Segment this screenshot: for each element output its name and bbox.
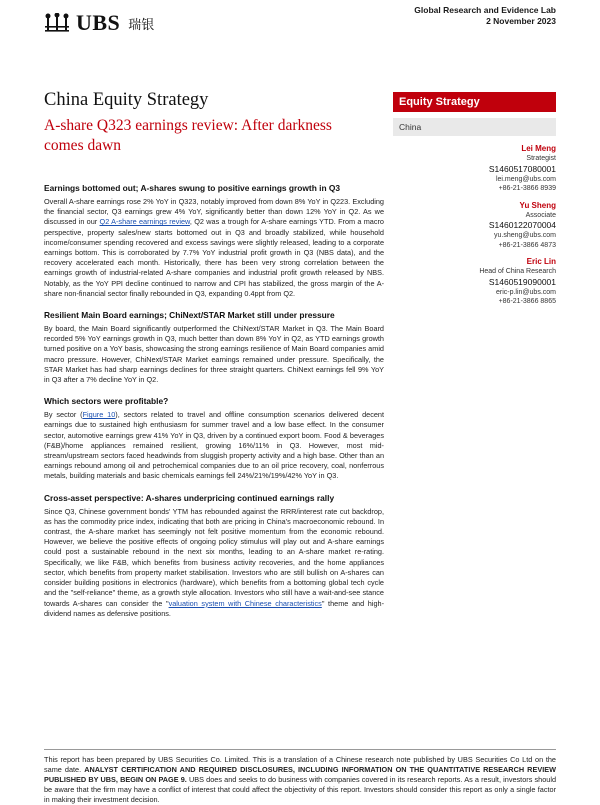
paragraph-text: ), sectors related to travel and offline consumption scenarios delivered decent earnings due to sustained high enthusiasm for summer travel and a low base effect. In the consumer sector, automotive earnings grew 41% YoY in Q3, driven by a continued export boom. Food & beverages (F&B)/home appliances remained resilient, growing 16%/11% in Q3. However, most mid-stream/upstream sectors faced headwinds from sluggish property activity and a high base. Other than an earnings rebound among oil and petrochemical companies due to an oil price recovery, coal, nonferrous metals, building materials and basic chemicals earnings fell 24%/21%/19%/42% YoY in Q3. xyxy=(44,410,384,481)
valuation-system-link[interactable]: valuation system with Chinese characteristics xyxy=(168,598,322,608)
section-cross-asset xyxy=(44,493,384,619)
footer-text: This report has been prepared by UBS Securities Co. Limited. This is a translation of a Chinese research note published by UBS Securities Co Ltd on the same date. xyxy=(44,755,556,774)
analyst-card xyxy=(393,257,556,307)
brand-name-cn: 瑞银 xyxy=(128,17,155,33)
analyst-phone: +86-21-3866 4873 xyxy=(498,241,556,249)
category-header: Equity Strategy xyxy=(393,92,556,112)
page-subtitle: A-share Q323 earnings review: After darkness comes dawn xyxy=(44,117,332,154)
analyst-registration: S1460517080001 xyxy=(488,163,556,174)
section-heading: Resilient Main Board earnings; ChiNext/STAR Market still under pressure xyxy=(44,310,335,321)
paragraph-text: Overall A-share earnings rose 2% YoY in Q323, notably improved from down 8% YoY in Q223. Excluding the financial sector, Q3 earnings grew 4% YoY, significantly better than down 12% YoY in Q2. As we discussed in our xyxy=(44,197,384,227)
sidebar xyxy=(393,92,556,314)
paragraph-text: Since Q3, Chinese government bonds' YTM has rebounded against the RRR/interest rate cut backdrop, as has the commodity price index, indicating that both are pricing in China's macroeconomic rebound. In contrast, the A-share market has seemingly not felt positive momentum from the economic rebound. However, we believe the positive effects of ongoing policy stimulus will play out and A-share earnings could post a sustainable rebound in the next six months, leading to an A-share market re-rating. Specifically, we like F&B, which benefits from business activity recoveries, and the home appliances sector, which benefits from property market stabilisation. Investors who are still bullish on A-shares can consider building positions in electronics (hardware), which benefits from a bottoming global tech cycle and the "self-reliance" theme, as a growth style allocation. Investors who still have a wait-and-see stance towards A-shares can consider the " xyxy=(44,506,384,608)
footer-bold-text: ANALYST CERTIFICATION AND REQUIRED DISCLOSURES, INCLUDING INFORMATION ON THE QUANTITATIVE RESEARCH REVIEW PUBLISHED BY UBS, BEGIN ON PAGE 9. xyxy=(44,765,556,784)
region-label: China xyxy=(393,118,556,136)
page-title: China Equity Strategy xyxy=(44,90,209,110)
report-body xyxy=(44,183,384,630)
analyst-card xyxy=(393,144,556,194)
section-paragraph xyxy=(44,410,384,481)
section-heading: Which sectors were profitable? xyxy=(44,396,169,407)
section-earnings-bottomed xyxy=(44,183,384,299)
section-main-board xyxy=(44,310,384,385)
analyst-name: Yu Sheng xyxy=(519,200,556,210)
analyst-list xyxy=(393,144,556,307)
ubs-keys-icon xyxy=(44,13,70,33)
analyst-registration: S1460519090001 xyxy=(488,276,556,287)
disclosure-footer xyxy=(44,755,556,805)
analyst-phone: +86-21-3866 8939 xyxy=(498,185,556,192)
analyst-role: Strategist xyxy=(526,155,556,162)
analyst-card xyxy=(393,201,556,251)
section-heading: Cross-asset perspective: A-shares underpricing continued earnings rally xyxy=(44,492,335,503)
analyst-email[interactable]: lei.meng@ubs.com xyxy=(495,175,556,183)
division-label: Global Research and Evidence Lab xyxy=(414,5,556,15)
q2-review-link[interactable]: Q2 A-share earnings review xyxy=(99,217,190,227)
analyst-email[interactable]: eric-p.lin@ubs.com xyxy=(495,288,556,296)
analyst-name: Eric Lin xyxy=(526,257,556,266)
section-heading: Earnings bottomed out; A-shares swung to positive earnings growth in Q3 xyxy=(44,183,341,193)
footer-text: UBS does and seeks to do business with companies covered in its research reports. As a result, investors should be aware that the firm may have a conflict of interest that could affect the objectivity of this report. Investors should consider this report as only a single factor in making their investment decision. xyxy=(44,775,556,804)
report-date: 2 November 2023 xyxy=(486,16,556,26)
analyst-name: Lei Meng xyxy=(521,144,556,153)
figure-10-link[interactable]: Figure 10 xyxy=(82,410,116,420)
paragraph-text: , Q2 was a trough for A-share earnings YTD. From a macro perspective, property sales/new starts bottomed out in Q3 and broadly stabilized, while household income/consumer spending recovered and excess savings were slightly released, leading to a corporate earnings bottom. This is corroborated by 7.7% YoY industrial profit growth in Q3 (NBS data), and the recovery accelerated each month. Historically, there has been very strong correlation between the earnings growth of industrial-related A-share companies and industrial profit growth released by NBS. Notably, as the YoY PPI decline continued to narrow and CPI has stabilized, the gross margin of the A-share non-financial sector finally rebounded in Q3, expanding 0.4ppt from Q2. xyxy=(44,217,384,298)
section-sectors xyxy=(44,396,384,481)
analyst-email[interactable]: yu.sheng@ubs.com xyxy=(494,232,556,239)
analyst-role: Head of China Research xyxy=(479,268,556,275)
report-meta xyxy=(414,5,556,27)
paragraph-text: " theme and high-dividend names as defensive positions. xyxy=(44,598,384,618)
analyst-role: Associate xyxy=(525,211,556,219)
analyst-registration: S1460122070004 xyxy=(488,220,556,230)
section-paragraph: By board, the Main Board significantly outperformed the ChiNext/STAR Market in Q3. The Main Board recorded 5% YoY earnings growth in Q3, much better than down 8% YoY in Q2, as YTD earnings growth turned positive on a YoY basis, showcasing the strong earnings resilience of Main Board companies amid macro pressure. However, ChiNext/STAR Market earnings remained under pressure. Specifically, the STAR Market has had sharp earnings declines for three straight quarters. ChiNext earnings fell 9% YoY in Q3 after a 7% decline YoY in Q2. xyxy=(44,324,384,385)
paragraph-text: By sector ( xyxy=(44,410,83,420)
section-paragraph xyxy=(44,507,384,619)
ubs-logo xyxy=(44,10,154,36)
footer-divider xyxy=(44,749,556,750)
analyst-phone: +86-21-3866 8865 xyxy=(498,298,556,305)
section-paragraph xyxy=(44,197,384,299)
brand-name: UBS xyxy=(76,10,121,35)
